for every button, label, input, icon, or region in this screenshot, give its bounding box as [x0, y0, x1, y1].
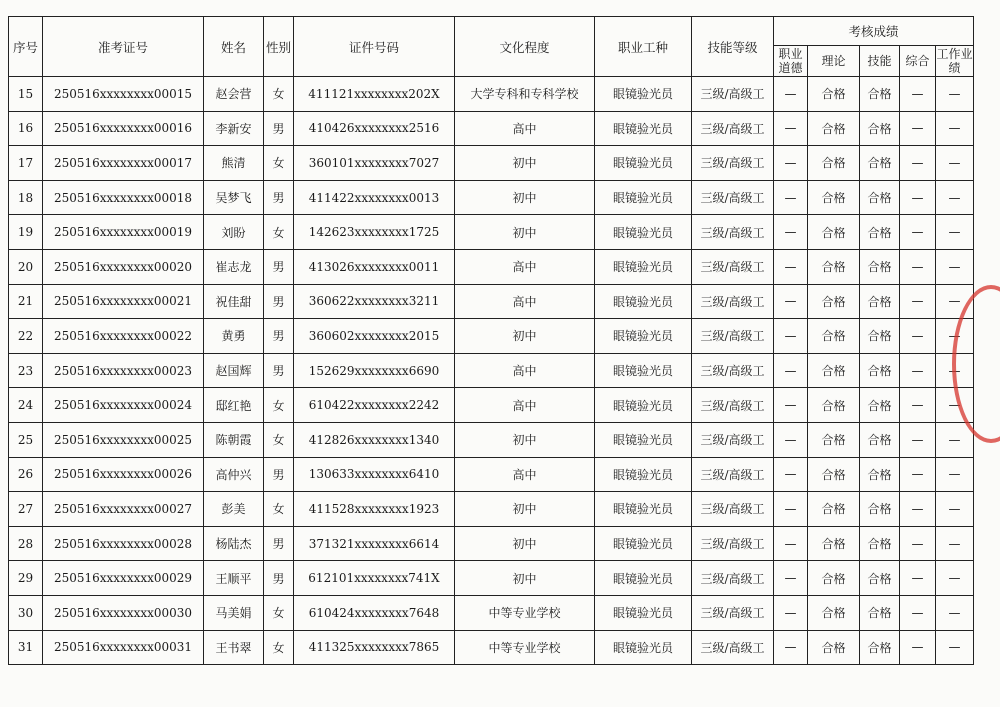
- cell-seq: 29: [9, 561, 43, 596]
- cell-seq: 20: [9, 249, 43, 284]
- cell-id-number: 360602xxxxxxxx2015: [294, 319, 455, 354]
- header-skill-level: 技能等级: [692, 17, 774, 77]
- cell-comprehensive: —: [900, 146, 936, 181]
- cell-skill: 合格: [860, 526, 900, 561]
- cell-skill: 合格: [860, 422, 900, 457]
- header-name: 姓名: [204, 17, 264, 77]
- cell-education: 高中: [455, 353, 595, 388]
- header-ethics: 职业道德: [774, 46, 808, 77]
- cell-id-number: 411325xxxxxxxx7865: [294, 630, 455, 665]
- cell-id-number: 412826xxxxxxxx1340: [294, 422, 455, 457]
- cell-comprehensive: —: [900, 180, 936, 215]
- cell-name: 祝佳甜: [204, 284, 264, 319]
- table-row: [9, 77, 974, 112]
- cell-exam-id: 250516xxxxxxxx00027: [43, 492, 204, 527]
- cell-education: 中等专业学校: [455, 630, 595, 665]
- cell-exam-id: 250516xxxxxxxx00020: [43, 249, 204, 284]
- cell-theory: 合格: [808, 146, 860, 181]
- table-row: [9, 146, 974, 181]
- cell-gender: 男: [264, 319, 294, 354]
- cell-exam-id: 250516xxxxxxxx00018: [43, 180, 204, 215]
- cell-work-performance: —: [936, 630, 974, 665]
- cell-id-number: 610424xxxxxxxx7648: [294, 595, 455, 630]
- cell-education: 中等专业学校: [455, 595, 595, 630]
- cell-theory: 合格: [808, 215, 860, 250]
- cell-comprehensive: —: [900, 249, 936, 284]
- cell-occupation: 眼镜验光员: [595, 180, 692, 215]
- cell-theory: 合格: [808, 526, 860, 561]
- header-exam-id: 准考证号: [43, 17, 204, 77]
- cell-exam-id: 250516xxxxxxxx00021: [43, 284, 204, 319]
- cell-ethics: —: [774, 630, 808, 665]
- cell-id-number: 142623xxxxxxxx1725: [294, 215, 455, 250]
- cell-seq: 30: [9, 595, 43, 630]
- cell-name: 王顺平: [204, 561, 264, 596]
- cell-id-number: 371321xxxxxxxx6614: [294, 526, 455, 561]
- cell-education: 初中: [455, 215, 595, 250]
- header-row-1: [9, 17, 974, 46]
- cell-skill: 合格: [860, 77, 900, 112]
- cell-education: 初中: [455, 422, 595, 457]
- table-row: [9, 422, 974, 457]
- cell-skill: 合格: [860, 353, 900, 388]
- cell-work-performance: —: [936, 388, 974, 423]
- cell-occupation: 眼镜验光员: [595, 561, 692, 596]
- cell-skill-level: 三级/高级工: [692, 561, 774, 596]
- cell-exam-id: 250516xxxxxxxx00026: [43, 457, 204, 492]
- cell-occupation: 眼镜验光员: [595, 630, 692, 665]
- cell-seq: 21: [9, 284, 43, 319]
- cell-id-number: 610422xxxxxxxx2242: [294, 388, 455, 423]
- cell-occupation: 眼镜验光员: [595, 353, 692, 388]
- cell-seq: 17: [9, 146, 43, 181]
- cell-education: 高中: [455, 111, 595, 146]
- cell-work-performance: —: [936, 111, 974, 146]
- cell-id-number: 413026xxxxxxxx0011: [294, 249, 455, 284]
- cell-skill: 合格: [860, 146, 900, 181]
- cell-occupation: 眼镜验光员: [595, 111, 692, 146]
- cell-education: 高中: [455, 457, 595, 492]
- cell-id-number: 411528xxxxxxxx1923: [294, 492, 455, 527]
- cell-work-performance: —: [936, 319, 974, 354]
- header-work-performance: 工作业绩: [936, 47, 973, 75]
- cell-gender: 男: [264, 457, 294, 492]
- cell-occupation: 眼镜验光员: [595, 146, 692, 181]
- cell-skill: 合格: [860, 284, 900, 319]
- cell-skill-level: 三级/高级工: [692, 146, 774, 181]
- cell-id-number: 360622xxxxxxxx3211: [294, 284, 455, 319]
- cell-ethics: —: [774, 249, 808, 284]
- cell-seq: 15: [9, 77, 43, 112]
- cell-exam-id: 250516xxxxxxxx00028: [43, 526, 204, 561]
- cell-skill-level: 三级/高级工: [692, 249, 774, 284]
- table-row: [9, 319, 974, 354]
- cell-gender: 男: [264, 249, 294, 284]
- table-row: [9, 492, 974, 527]
- cell-exam-id: 250516xxxxxxxx00022: [43, 319, 204, 354]
- cell-education: 初中: [455, 180, 595, 215]
- cell-gender: 男: [264, 111, 294, 146]
- cell-gender: 男: [264, 526, 294, 561]
- cell-id-number: 411121xxxxxxxx202X: [294, 77, 455, 112]
- cell-skill-level: 三级/高级工: [692, 215, 774, 250]
- cell-name: 赵国辉: [204, 353, 264, 388]
- table-row: [9, 630, 974, 665]
- cell-skill-level: 三级/高级工: [692, 526, 774, 561]
- header-id-number: 证件号码: [294, 17, 455, 77]
- cell-skill: 合格: [860, 492, 900, 527]
- cell-name: 邸红艳: [204, 388, 264, 423]
- cell-work-performance: —: [936, 595, 974, 630]
- header-theory: 理论: [808, 46, 860, 77]
- header-gender: 性别: [264, 17, 294, 77]
- cell-gender: 女: [264, 492, 294, 527]
- cell-comprehensive: —: [900, 215, 936, 250]
- cell-occupation: 眼镜验光员: [595, 595, 692, 630]
- table-row: [9, 111, 974, 146]
- cell-skill-level: 三级/高级工: [692, 388, 774, 423]
- cell-seq: 24: [9, 388, 43, 423]
- cell-gender: 女: [264, 422, 294, 457]
- cell-theory: 合格: [808, 77, 860, 112]
- cell-name: 陈朝霞: [204, 422, 264, 457]
- cell-theory: 合格: [808, 492, 860, 527]
- cell-exam-id: 250516xxxxxxxx00029: [43, 561, 204, 596]
- cell-theory: 合格: [808, 561, 860, 596]
- cell-skill-level: 三级/高级工: [692, 77, 774, 112]
- cell-exam-id: 250516xxxxxxxx00015: [43, 77, 204, 112]
- cell-ethics: —: [774, 353, 808, 388]
- cell-education: 高中: [455, 249, 595, 284]
- cell-id-number: 130633xxxxxxxx6410: [294, 457, 455, 492]
- cell-comprehensive: —: [900, 526, 936, 561]
- cell-education: 大学专科和专科学校: [455, 77, 595, 112]
- cell-education: 初中: [455, 561, 595, 596]
- cell-seq: 19: [9, 215, 43, 250]
- cell-occupation: 眼镜验光员: [595, 492, 692, 527]
- cell-ethics: —: [774, 146, 808, 181]
- cell-education: 初中: [455, 526, 595, 561]
- cell-seq: 26: [9, 457, 43, 492]
- cell-skill: 合格: [860, 180, 900, 215]
- table-row: [9, 526, 974, 561]
- cell-name: 马美娟: [204, 595, 264, 630]
- cell-id-number: 612101xxxxxxxx741X: [294, 561, 455, 596]
- header-occupation: 职业工种: [595, 17, 692, 77]
- cell-skill: 合格: [860, 561, 900, 596]
- cell-theory: 合格: [808, 353, 860, 388]
- table-row: [9, 249, 974, 284]
- cell-theory: 合格: [808, 388, 860, 423]
- cell-ethics: —: [774, 111, 808, 146]
- table-row: [9, 284, 974, 319]
- cell-skill: 合格: [860, 319, 900, 354]
- cell-seq: 16: [9, 111, 43, 146]
- cell-theory: 合格: [808, 111, 860, 146]
- cell-comprehensive: —: [900, 353, 936, 388]
- table-row: [9, 353, 974, 388]
- cell-ethics: —: [774, 319, 808, 354]
- cell-occupation: 眼镜验光员: [595, 77, 692, 112]
- cell-seq: 25: [9, 422, 43, 457]
- header-education: 文化程度: [455, 17, 595, 77]
- cell-comprehensive: —: [900, 422, 936, 457]
- header-scores-group: 考核成绩: [774, 17, 974, 46]
- cell-skill: 合格: [860, 249, 900, 284]
- table-row: [9, 180, 974, 215]
- cell-ethics: —: [774, 561, 808, 596]
- header-skill: 技能: [860, 46, 900, 77]
- cell-skill: 合格: [860, 457, 900, 492]
- cell-comprehensive: —: [900, 319, 936, 354]
- cell-gender: 女: [264, 146, 294, 181]
- table-body: [9, 77, 974, 665]
- cell-id-number: 411422xxxxxxxx0013: [294, 180, 455, 215]
- cell-skill: 合格: [860, 111, 900, 146]
- cell-skill-level: 三级/高级工: [692, 492, 774, 527]
- cell-work-performance: —: [936, 146, 974, 181]
- cell-education: 初中: [455, 319, 595, 354]
- cell-skill: 合格: [860, 630, 900, 665]
- cell-work-performance: —: [936, 77, 974, 112]
- cell-comprehensive: —: [900, 111, 936, 146]
- header-seq: 序号: [9, 17, 43, 77]
- cell-work-performance: —: [936, 561, 974, 596]
- cell-gender: 男: [264, 180, 294, 215]
- cell-name: 吴梦飞: [204, 180, 264, 215]
- cell-theory: 合格: [808, 595, 860, 630]
- cell-ethics: —: [774, 457, 808, 492]
- cell-work-performance: —: [936, 215, 974, 250]
- cell-seq: 22: [9, 319, 43, 354]
- cell-skill-level: 三级/高级工: [692, 180, 774, 215]
- cell-name: 崔志龙: [204, 249, 264, 284]
- table-row: [9, 561, 974, 596]
- cell-ethics: —: [774, 180, 808, 215]
- cell-ethics: —: [774, 215, 808, 250]
- cell-comprehensive: —: [900, 595, 936, 630]
- cell-exam-id: 250516xxxxxxxx00025: [43, 422, 204, 457]
- cell-name: 赵会营: [204, 77, 264, 112]
- cell-occupation: 眼镜验光员: [595, 422, 692, 457]
- cell-id-number: 360101xxxxxxxx7027: [294, 146, 455, 181]
- cell-exam-id: 250516xxxxxxxx00023: [43, 353, 204, 388]
- cell-skill-level: 三级/高级工: [692, 353, 774, 388]
- cell-occupation: 眼镜验光员: [595, 526, 692, 561]
- cell-name: 刘盼: [204, 215, 264, 250]
- cell-work-performance: —: [936, 180, 974, 215]
- cell-theory: 合格: [808, 319, 860, 354]
- cell-occupation: 眼镜验光员: [595, 388, 692, 423]
- cell-comprehensive: —: [900, 77, 936, 112]
- cell-gender: 男: [264, 353, 294, 388]
- cell-gender: 女: [264, 630, 294, 665]
- cell-comprehensive: —: [900, 457, 936, 492]
- header-comprehensive: 综合: [900, 46, 936, 77]
- cell-ethics: —: [774, 526, 808, 561]
- cell-occupation: 眼镜验光员: [595, 249, 692, 284]
- cell-skill: 合格: [860, 215, 900, 250]
- cell-id-number: 410426xxxxxxxx2516: [294, 111, 455, 146]
- cell-occupation: 眼镜验光员: [595, 284, 692, 319]
- cell-comprehensive: —: [900, 388, 936, 423]
- cell-name: 熊清: [204, 146, 264, 181]
- cell-exam-id: 250516xxxxxxxx00019: [43, 215, 204, 250]
- table-row: [9, 215, 974, 250]
- cell-occupation: 眼镜验光员: [595, 457, 692, 492]
- cell-gender: 女: [264, 77, 294, 112]
- cell-comprehensive: —: [900, 492, 936, 527]
- cell-seq: 31: [9, 630, 43, 665]
- exam-results-table: [8, 16, 974, 665]
- cell-theory: 合格: [808, 180, 860, 215]
- cell-comprehensive: —: [900, 561, 936, 596]
- cell-ethics: —: [774, 388, 808, 423]
- cell-name: 黄勇: [204, 319, 264, 354]
- table-row: [9, 457, 974, 492]
- cell-theory: 合格: [808, 457, 860, 492]
- cell-ethics: —: [774, 284, 808, 319]
- cell-seq: 18: [9, 180, 43, 215]
- cell-exam-id: 250516xxxxxxxx00030: [43, 595, 204, 630]
- cell-gender: 男: [264, 284, 294, 319]
- cell-gender: 男: [264, 561, 294, 596]
- cell-work-performance: —: [936, 353, 974, 388]
- cell-education: 初中: [455, 492, 595, 527]
- cell-exam-id: 250516xxxxxxxx00016: [43, 111, 204, 146]
- cell-skill-level: 三级/高级工: [692, 595, 774, 630]
- cell-work-performance: —: [936, 422, 974, 457]
- cell-name: 彭美: [204, 492, 264, 527]
- cell-occupation: 眼镜验光员: [595, 319, 692, 354]
- cell-gender: 女: [264, 215, 294, 250]
- cell-occupation: 眼镜验光员: [595, 215, 692, 250]
- cell-skill-level: 三级/高级工: [692, 457, 774, 492]
- cell-comprehensive: —: [900, 630, 936, 665]
- cell-skill-level: 三级/高级工: [692, 630, 774, 665]
- cell-seq: 28: [9, 526, 43, 561]
- table-row: [9, 595, 974, 630]
- cell-skill-level: 三级/高级工: [692, 284, 774, 319]
- table-row: [9, 388, 974, 423]
- cell-exam-id: 250516xxxxxxxx00017: [43, 146, 204, 181]
- cell-work-performance: —: [936, 284, 974, 319]
- cell-education: 高中: [455, 284, 595, 319]
- cell-ethics: —: [774, 77, 808, 112]
- cell-name: 王书翠: [204, 630, 264, 665]
- cell-skill: 合格: [860, 595, 900, 630]
- cell-name: 李新安: [204, 111, 264, 146]
- cell-name: 杨陆杰: [204, 526, 264, 561]
- cell-seq: 27: [9, 492, 43, 527]
- cell-exam-id: 250516xxxxxxxx00024: [43, 388, 204, 423]
- cell-work-performance: —: [936, 249, 974, 284]
- cell-theory: 合格: [808, 422, 860, 457]
- cell-gender: 女: [264, 388, 294, 423]
- cell-skill-level: 三级/高级工: [692, 111, 774, 146]
- cell-work-performance: —: [936, 457, 974, 492]
- cell-comprehensive: —: [900, 284, 936, 319]
- cell-ethics: —: [774, 595, 808, 630]
- cell-name: 高仲兴: [204, 457, 264, 492]
- cell-ethics: —: [774, 492, 808, 527]
- cell-skill-level: 三级/高级工: [692, 319, 774, 354]
- cell-seq: 23: [9, 353, 43, 388]
- cell-gender: 女: [264, 595, 294, 630]
- cell-skill: 合格: [860, 388, 900, 423]
- cell-id-number: 152629xxxxxxxx6690: [294, 353, 455, 388]
- cell-work-performance: —: [936, 526, 974, 561]
- cell-education: 高中: [455, 388, 595, 423]
- cell-ethics: —: [774, 422, 808, 457]
- cell-skill-level: 三级/高级工: [692, 422, 774, 457]
- cell-work-performance: —: [936, 492, 974, 527]
- cell-theory: 合格: [808, 630, 860, 665]
- cell-education: 初中: [455, 146, 595, 181]
- cell-theory: 合格: [808, 284, 860, 319]
- cell-exam-id: 250516xxxxxxxx00031: [43, 630, 204, 665]
- cell-theory: 合格: [808, 249, 860, 284]
